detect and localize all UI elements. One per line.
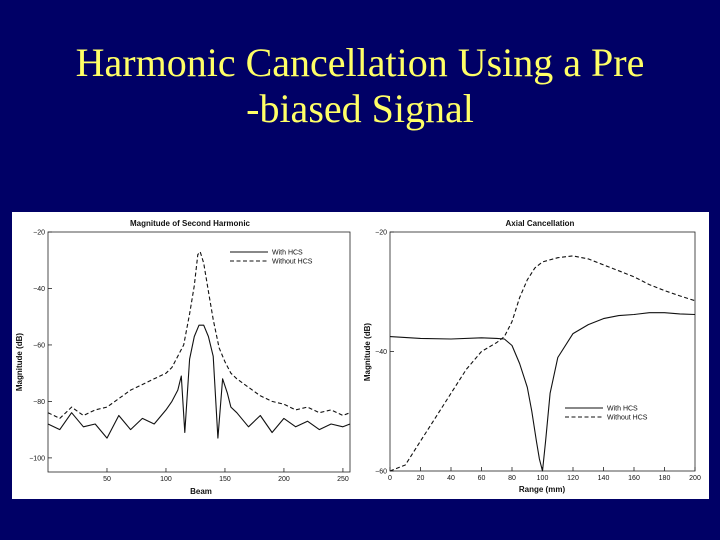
x-tick-label: 0 [388, 475, 392, 482]
legend-label: With HCS [607, 405, 638, 413]
series-line-dashed [48, 249, 350, 419]
x-tick-label: 180 [658, 475, 671, 482]
y-tick-label: −40 [33, 285, 45, 293]
chart-title: Axial Cancellation [505, 219, 575, 228]
x-tick-label: 150 [219, 476, 231, 483]
legend-label: With HCS [272, 249, 303, 257]
second-harmonic-chart [12, 212, 360, 499]
y-axis-title: Magnitude (dB) [363, 322, 372, 382]
plot-frame [390, 232, 695, 471]
axial-cancellation-chart-panel [360, 212, 709, 499]
y-tick-label: −60 [33, 342, 45, 350]
x-tick-label: 120 [567, 475, 579, 482]
series-line-solid [48, 325, 350, 438]
slide-title [0, 40, 720, 132]
slide-title-line-1: Harmonic Cancellation Using a Pre [75, 40, 645, 85]
x-tick-label: 100 [536, 475, 549, 482]
y-tick-label: −80 [33, 398, 45, 406]
y-tick-label: −20 [375, 229, 387, 237]
x-tick-label: 50 [103, 476, 111, 483]
x-tick-label: 250 [337, 476, 349, 483]
x-axis-title: Range (mm) [518, 485, 566, 494]
y-tick-label: −60 [375, 468, 387, 476]
chart-title: Magnitude of Second Harmonic [129, 219, 251, 228]
y-tick-label: −20 [33, 229, 45, 237]
x-tick-label: 80 [508, 475, 516, 482]
legend-label: Without HCS [272, 258, 313, 266]
y-tick-label: −100 [29, 455, 45, 463]
x-tick-label: 20 [416, 475, 425, 482]
legend-label: Without HCS [607, 414, 648, 422]
x-tick-label: 60 [477, 475, 486, 482]
axial-cancellation-chart [360, 212, 709, 499]
y-tick-label: −40 [375, 349, 387, 356]
x-tick-label: 40 [447, 475, 455, 482]
series-line-solid [390, 313, 695, 471]
second-harmonic-chart-panel [12, 212, 360, 499]
y-axis-title: Magnitude (dB) [15, 332, 24, 392]
plot-frame [48, 232, 350, 472]
x-tick-label: 200 [689, 475, 701, 482]
x-tick-label: 100 [160, 476, 172, 483]
x-axis-title: Beam [190, 487, 212, 496]
slide-title-line-2: -biased Signal [246, 86, 474, 131]
x-tick-label: 140 [597, 475, 610, 482]
series-line-dashed [390, 256, 695, 471]
x-tick-label: 160 [628, 475, 640, 482]
x-tick-label: 200 [278, 476, 290, 483]
